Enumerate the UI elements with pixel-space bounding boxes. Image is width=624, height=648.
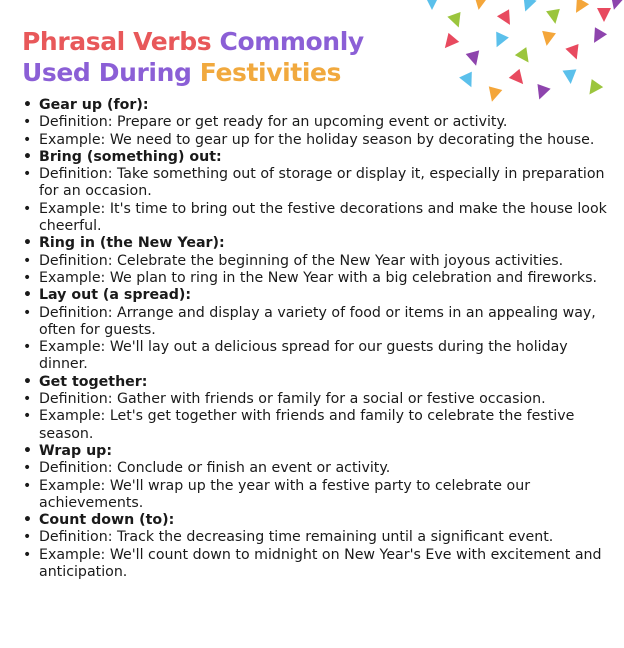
phrasal-verb-definition: • Definition: Conclude or finish an event or activity.: [22, 460, 616, 477]
bunting-flag-14: [565, 44, 583, 62]
bunting-flag-16: [459, 72, 478, 91]
phrasal-verb-example: • Example: We'll count down to midnight on New Year's Eve with excitement and anticipation.: [22, 547, 616, 582]
bunting-flag-5: [546, 9, 562, 25]
title-commonly: Commonly: [219, 27, 364, 56]
phrasal-verb-example: • Example: Let's get together with friends and family to celebrate the festive season.: [22, 408, 616, 443]
phrasal-verb-term: • Ring in (the New Year):: [22, 235, 616, 252]
phrasal-verb-definition: • Definition: Arrange and display a variety of food or items in an appealing way, often for guests.: [22, 305, 616, 340]
bunting-flag-13: [540, 31, 556, 47]
bunting-flag-1: [447, 12, 465, 30]
phrasal-verb-example: • Example: We need to gear up for the holiday season by decorating the house.: [22, 132, 616, 149]
phrasal-verb-term: • Bring (something) out:: [22, 149, 616, 166]
title-used-during: Used During: [22, 58, 200, 87]
bunting-flag-9: [439, 33, 459, 53]
phrasal-verb-term: • Gear up (for):: [22, 97, 616, 114]
title-line-1: [22, 26, 364, 57]
bunting-flag-18: [509, 69, 529, 89]
bunting-flag-7: [597, 8, 611, 22]
phrasal-verb-term: • Count down (to):: [22, 512, 616, 529]
bunting-flag-10: [466, 50, 483, 67]
phrasal-verb-example: • Example: We'll wrap up the year with a festive party to celebrate our achievements.: [22, 478, 616, 513]
bunting-flag-20: [563, 69, 578, 84]
phrasal-verb-example: • Example: We'll lay out a delicious spread for our guests during the holiday dinner.: [22, 339, 616, 374]
phrasal-verb-definition: • Definition: Gather with friends or family for a social or festive occasion.: [22, 391, 616, 408]
phrasal-verb-example: • Example: It's time to bring out the festive decorations and make the house look cheerful.: [22, 201, 616, 236]
bunting-flag-15: [588, 27, 607, 46]
title-line-2: [22, 57, 364, 88]
bunting-flag-12: [515, 47, 534, 66]
phrasal-verb-term: • Lay out (a spread):: [22, 287, 616, 304]
bunting-flag-2: [472, 0, 488, 11]
phrasal-verb-definition: • Definition: Track the decreasing time remaining until a significant event.: [22, 529, 616, 546]
bunting-flag-11: [490, 32, 509, 51]
page-title: [22, 26, 364, 88]
title-festivities: Festivities: [199, 58, 342, 87]
bunting-flags-icon: [410, 0, 624, 110]
bunting-flag-4: [519, 0, 537, 14]
phrasal-verb-definition: • Definition: Celebrate the beginning of the New Year with joyous activities.: [22, 253, 616, 270]
phrasal-verb-example: • Example: We plan to ring in the New Year with a big celebration and fireworks.: [22, 270, 616, 287]
phrasal-verb-term: • Wrap up:: [22, 443, 616, 460]
bunting-flag-3: [497, 9, 516, 28]
bunting-flag-21: [584, 79, 603, 98]
phrasal-verb-list: [22, 97, 616, 581]
title-phrasal-verbs: Phrasal Verbs: [22, 27, 220, 56]
bunting-flag-6: [570, 0, 589, 16]
phrasal-verb-definition: • Definition: Take something out of storage or display it, especially in preparation for an occasion.: [22, 166, 616, 201]
bunting-flag-0: [425, 0, 439, 10]
phrasal-verb-term: • Get together:: [22, 374, 616, 391]
phrasal-verb-definition: • Definition: Prepare or get ready for an upcoming event or activity.: [22, 114, 616, 131]
